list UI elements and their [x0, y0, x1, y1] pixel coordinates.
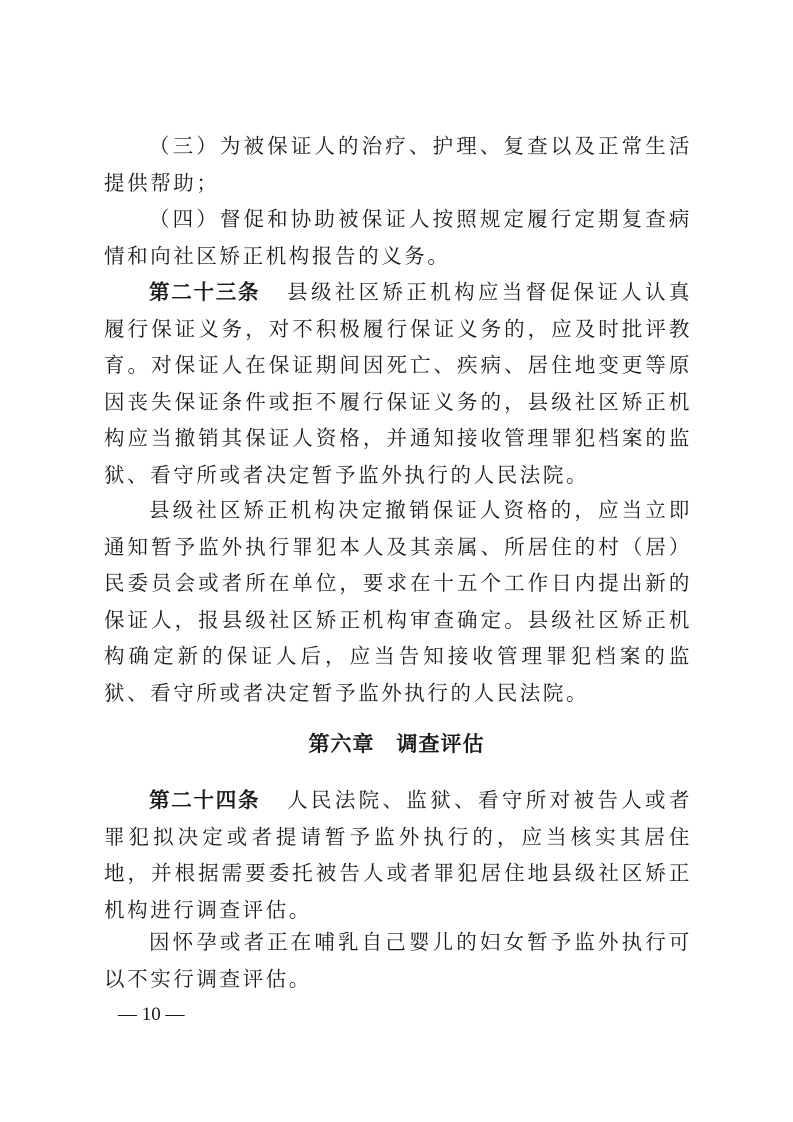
article-24-paragraph-2 — [104, 924, 692, 997]
article-body: 人民法院、监狱、看守所对被告人或者罪犯拟决定或者提请暂予监外执行的，应当核实其居住地，并根据需要委托被告人或者罪犯居住地县级社区矫正机构进行调查评估。 — [104, 788, 693, 922]
article-23 — [104, 274, 692, 493]
chapter-number: 第六章 — [308, 732, 375, 756]
article-24 — [104, 782, 692, 928]
chapter-heading — [0, 728, 793, 760]
article-body: 县级社区矫正机构应当督促保证人认真履行保证义务，对不积极履行保证义务的，应及时批评教育。对保证人在保证期间因死亡、疾病、居住地变更等原因丧失保证条件或拒不履行保证义务的，县级社区矫正机构应当撤销其保证人资格，并通知接收管理罪犯档案的监狱、看守所或者决定暂予监外执行的人民法院。 — [104, 280, 693, 487]
article-heading: 第二十三条 — [149, 280, 261, 304]
paragraph-item-4 — [104, 201, 692, 274]
article-heading: 第二十四条 — [149, 788, 261, 812]
paragraph-text: （三）为被保证人的治疗、护理、复查以及正常生活提供帮助； — [104, 134, 692, 195]
paragraph-item-3 — [104, 128, 692, 201]
paragraph-text: （四）督促和协助被保证人按照规定履行定期复查病情和向社区矫正机构报告的义务。 — [104, 207, 692, 268]
paragraph-text: 因怀孕或者正在哺乳自己婴儿的妇女暂予监外执行可以不实行调查评估。 — [104, 930, 692, 991]
chapter-title: 调查评估 — [396, 732, 485, 756]
paragraph-text: 县级社区矫正机构决定撤销保证人资格的，应当立即通知暂予监外执行罪犯本人及其亲属、所居住的村（居）民委员会或者所在单位，要求在十五个工作日内提出新的保证人，报县级社区矫正机构审查确定。县级社区矫正机构确定新的保证人后，应当告知接收管理罪犯档案的监狱、看守所或者决定暂予监外执行的人民法院。 — [104, 498, 692, 705]
article-23-paragraph-2 — [104, 492, 692, 711]
page-number: — 10 — — [118, 1004, 185, 1025]
